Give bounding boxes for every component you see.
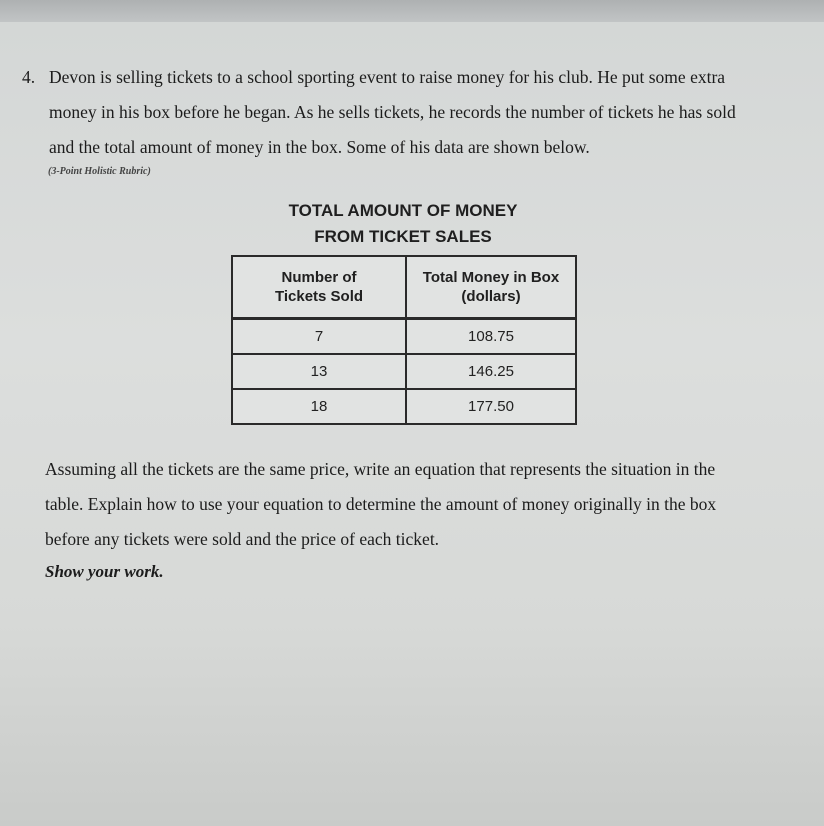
table-row — [232, 389, 576, 424]
prompt-line-2: table. Explain how to use your equation to determine the amount of money originally in the box — [45, 494, 717, 514]
prompt-line-1: Assuming all the tickets are the same price, write an equation that represents the situation in the — [45, 459, 716, 479]
cell-money: 177.50 — [406, 389, 576, 424]
cell-money: 146.25 — [406, 354, 576, 389]
table-row — [232, 354, 576, 389]
table-title — [232, 198, 574, 250]
header-money-line-2: (dollars) — [461, 288, 521, 305]
ticket-sales-table — [231, 255, 577, 425]
header-tickets-line-1: Number of — [281, 269, 357, 286]
question-number: 4. — [22, 67, 36, 87]
cell-tickets: 7 — [232, 319, 406, 355]
table-header-row — [232, 256, 576, 319]
table-title-line-1: TOTAL AMOUNT OF MONEY — [288, 201, 518, 220]
prompt-line-3: before any tickets were sold and the price of each ticket. — [45, 529, 440, 549]
prompt-block — [45, 452, 824, 557]
header-money-line-1: Total Money in Box — [422, 269, 560, 286]
question-line-2: money in his box before he began. As he sells tickets, he records the number of tickets he has sold — [49, 102, 736, 122]
cell-tickets: 18 — [232, 389, 406, 424]
cell-tickets: 13 — [232, 354, 406, 389]
rubric-note: (3-Point Holistic Rubric) — [48, 166, 151, 177]
table-title-line-2: FROM TICKET SALES — [314, 227, 492, 246]
header-tickets-sold — [232, 256, 406, 319]
table-row — [232, 319, 576, 355]
header-tickets-line-2: Tickets Sold — [274, 288, 364, 305]
question-line-3: and the total amount of money in the box. Some of his data are shown below. — [49, 137, 590, 157]
question-line-1: Devon is selling tickets to a school sporting event to raise money for his club. He put some extra — [49, 67, 726, 87]
cell-money: 108.75 — [406, 319, 576, 355]
header-total-money — [406, 256, 576, 319]
show-work-instruction: Show your work. — [45, 562, 164, 581]
